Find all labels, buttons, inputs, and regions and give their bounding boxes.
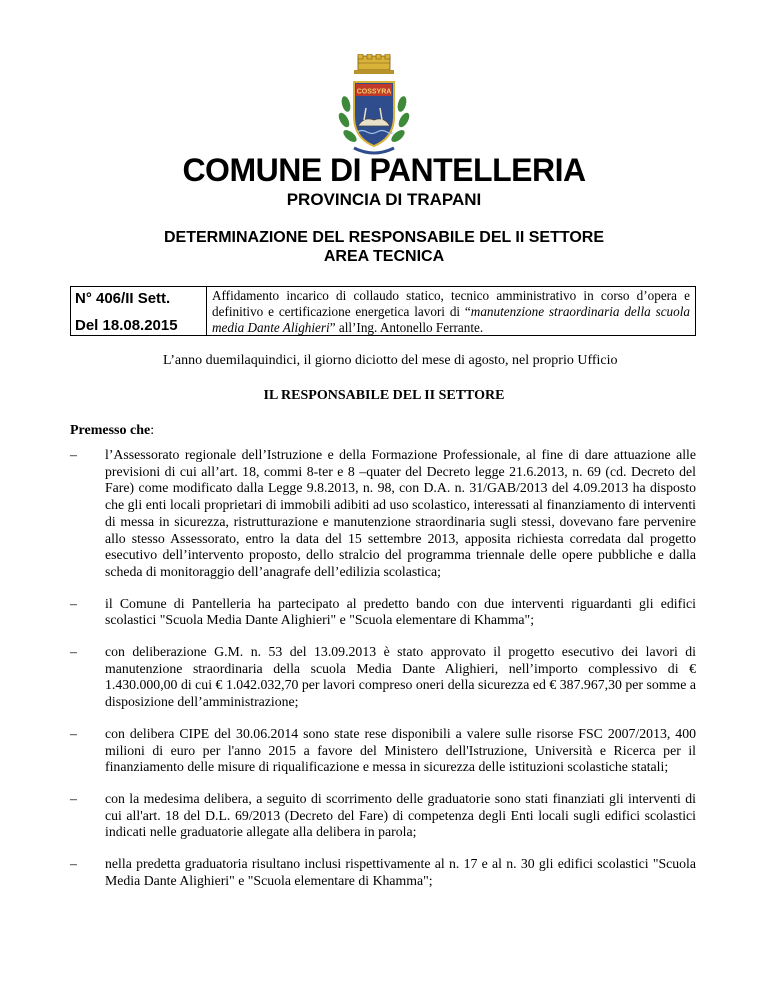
list-item-text: con la medesima delibera, a seguito di scorrimento delle graduatorie sono stati finanziati gli interventi di cui all'art. 18 del D.L. 69/2013 (Decreto del Fare) di competenza degli Enti locali sugli edifici scolastici indicati nelle graduatorie allegate alla delibera in parola; [105,790,696,840]
determination-heading: DETERMINAZIONE DEL RESPONSABILE DEL II SETTORE [163,229,605,246]
bullet-dash: – [70,595,77,611]
list-item [70,791,696,841]
premesso-colon: : [150,423,155,438]
determination-number: N° 406/II Sett. [75,290,171,307]
list-item-text: con deliberazione G.M. n. 53 del 13.09.2013 è stato approvato il progetto esecutivo dei lavori di manutenzione straordinaria della scuola Media Dante Alighieri, nell’importo complessivo di € 1.430.000,00 di cui € 1.042.032,70 per lavori compreso oneri della sicurezza ed € 387.967,30 per somme a disposizione dell’amministrazione; [105,644,696,710]
determination-date: Del 18.08.2015 [75,317,178,334]
determination-info-box [70,286,696,336]
list-item-text: l’Assessorato regionale dell’Istruzione e della Formazione Professionale, al fine di dare attuazione alle previsioni di cui all’art. 18, commi 8-ter e 8 –quater del Decreto legge 21.6.2013, n. 69 (cd. Decreto del Fare) come modificato dalla Legge 9.8.2013, n. 98, con D.A. n. 31/GAB/2013 del 4.09.2013 ha disposto che gli enti locali proprietari di immobili adibiti ad uso scolastico, interessati al finanziamento di interventi di messa in sicurezza, ristrutturazione e manutenzione straordinaria sugli stessi, dovevano fare pervenire allo stesso Assessorato, entro la data del 15 settembre 2013, apposita richiesta corredata dal progetto esecutivo dell’intervento proposto, dello stralcio del programma triennale delle opere pubbliche e dalla scheda di monitoraggio dell’anagrafe dell’edilizia scolastica; [105,447,696,579]
list-item [70,596,696,629]
list-item [70,856,696,889]
determination-subject [207,287,695,335]
bullet-dash: – [70,725,77,741]
shield-icon [354,82,394,146]
intro-sentence: L’anno duemilaquindici, il giorno diciotto del mese di agosto, nel proprio Ufficio [163,353,618,368]
list-item-text: il Comune di Pantelleria ha partecipato al predetto bando con due interventi riguardanti gli edifici scolastici "Scuola Media Dante Alighieri" e "Scuola elementare di Khamma"; [105,595,696,628]
list-item [70,447,696,581]
subject-italic: manutenzione straordinaria della scuola media Dante Alighieri [212,304,690,335]
list-item-text: con delibera CIPE del 30.06.2014 sono state rese disponibili a valere sulle risorse FSC 2007/2013, 400 milioni di euro per l'anno 2015 a favore del Ministero dell'Istruzione, Università e Ricerca per il finanziamento delle misure di riqualificazione e messa in sicurezza delle istituzioni scolastiche statali; [105,725,696,775]
premesso-list [70,447,696,889]
bullet-dash: – [70,856,77,872]
area-heading: AREA TECNICA [323,248,445,265]
subject-intro: Affidamento incarico di collaudo statico, tecnico amministrativo in corso d’opera e definitivo e certificazione energetica lavori di “ [212,288,690,319]
premesso-label [70,423,154,439]
crown-icon [354,54,394,74]
determination-id-cell [71,287,207,335]
bullet-dash: – [70,447,77,462]
bullet-dash: – [70,790,77,806]
bullet-dash: – [70,644,77,660]
responsabile-heading: IL RESPONSABILE DEL II SETTORE [263,388,505,403]
list-item-text: nella predetta graduatoria risultano inclusi rispettivamente al n. 17 e al n. 30 gli edifici scolastici "Scuola Media Dante Alighieri" e "Scuola elementare di Khamma"; [105,856,696,888]
list-item [70,644,696,711]
municipality-title: COMUNE DI PANTELLERIA [182,152,586,188]
municipal-crest-icon [334,54,414,158]
premesso-label-bold: Premesso che [70,423,151,438]
province-subtitle: PROVINCIA DI TRAPANI [286,190,482,209]
crest-label: COSSYRA [356,88,392,96]
subject-end: ” all’Ing. Antonello Ferrante. [329,320,484,335]
list-item [70,726,696,776]
